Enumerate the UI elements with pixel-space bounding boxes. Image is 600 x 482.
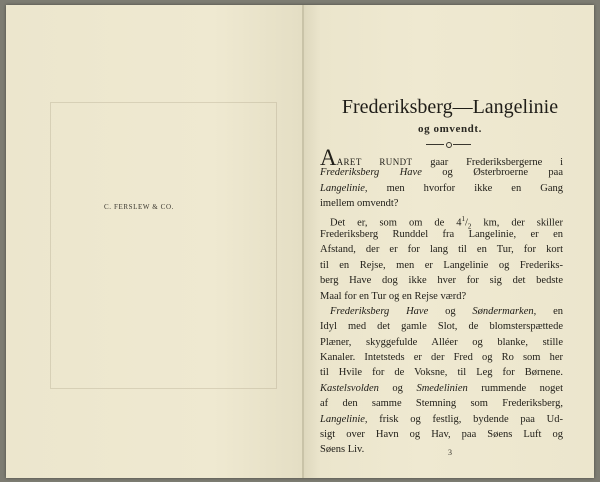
ornament-rule-right xyxy=(453,144,471,145)
chapter-subtitle: og omvendt. xyxy=(417,123,483,135)
text-segment: Smedelinien xyxy=(416,382,468,394)
text-line xyxy=(320,396,563,411)
text-line xyxy=(320,181,563,196)
text-line xyxy=(320,258,563,273)
text-line xyxy=(320,350,563,365)
text-segment: Frederiksberg Runddel fra Langelinie, er en xyxy=(320,228,563,240)
text-line xyxy=(320,304,563,319)
imprint-plate-mark xyxy=(50,102,277,389)
text-segment: imellem omvendt? xyxy=(320,198,399,210)
text-segment: A xyxy=(320,145,337,170)
text-line xyxy=(320,273,563,288)
text-segment: rummende noget xyxy=(467,382,564,394)
text-segment: gaar Frederiksbergerne i xyxy=(412,157,563,168)
text-segment: Det er, som om de 4 xyxy=(330,217,462,229)
text-segment: af den samme Stemning som Frederiksberg, xyxy=(320,398,563,410)
book-gutter xyxy=(302,5,304,478)
ornament-dot-icon xyxy=(446,142,452,148)
text-line xyxy=(320,335,563,350)
body-text xyxy=(320,145,564,458)
text-segment: km, der skiller xyxy=(471,217,563,229)
text-segment: Plæner, skyggefulde Alléer og blanke, stille xyxy=(320,336,563,348)
text-segment: / xyxy=(464,217,468,229)
text-segment: Afstand, der er for lang til en Tur, for kort xyxy=(320,244,563,256)
text-segment: men hvorfor ikke en Gang xyxy=(367,182,563,194)
text-line xyxy=(320,227,563,242)
text-segment: og xyxy=(378,382,417,394)
text-segment: Søens Liv. xyxy=(320,444,365,456)
page-number: 3 xyxy=(448,448,452,457)
ornament-rule-left xyxy=(426,144,444,145)
text-line xyxy=(320,165,563,180)
text-line xyxy=(320,427,563,442)
text-line xyxy=(320,412,563,427)
text-segment: Langelinie, xyxy=(320,182,368,194)
text-line xyxy=(320,145,563,170)
text-segment: 1 xyxy=(461,214,465,223)
text-segment: og Østerbroerne paa xyxy=(421,167,563,179)
ornament-divider xyxy=(426,142,472,148)
text-segment: ARET RUNDT xyxy=(336,157,413,167)
text-segment: Idyl med det gamle Slot, de blomsterspættede xyxy=(320,321,563,333)
text-segment: Kanaler. Intetsteds er der Fred og Ro som her xyxy=(320,352,563,364)
text-segment: til en Rejse, men er Langelinie og Frederiks- xyxy=(320,259,563,271)
text-segment: Maal for en Tur og en Rejse værd? xyxy=(320,290,467,302)
text-segment: berg Have dog ikke hver for sig det bedste xyxy=(320,275,563,287)
text-segment: Kastelsvolden xyxy=(320,382,379,394)
text-segment: en xyxy=(536,305,563,317)
text-line xyxy=(320,242,563,257)
text-segment: Langelinie, xyxy=(320,413,368,425)
text-line xyxy=(320,319,563,334)
text-segment: 2 xyxy=(467,222,472,231)
text-segment: Frederiksberg Have xyxy=(320,167,422,179)
text-segment: Søndermarken, xyxy=(472,305,537,317)
text-line xyxy=(320,196,563,211)
text-line xyxy=(320,381,563,396)
text-segment: frisk og festlig, bydende paa Ud- xyxy=(367,413,563,425)
text-segment: og xyxy=(428,305,473,317)
text-segment: til Hvile for de Voksne, til Leg for Børnene. xyxy=(320,367,563,379)
text-segment: Frederiksberg Have xyxy=(330,305,429,317)
chapter-title: Frederiksberg—Langelinie xyxy=(341,96,559,118)
text-line xyxy=(320,442,563,457)
text-segment: sigt over Havn og Hav, paa Søens Luft og xyxy=(320,429,563,441)
text-line xyxy=(320,212,563,231)
text-line xyxy=(320,289,563,304)
text-line xyxy=(320,365,563,380)
printer-imprint: C. FERSLEW & CO. xyxy=(104,203,174,211)
